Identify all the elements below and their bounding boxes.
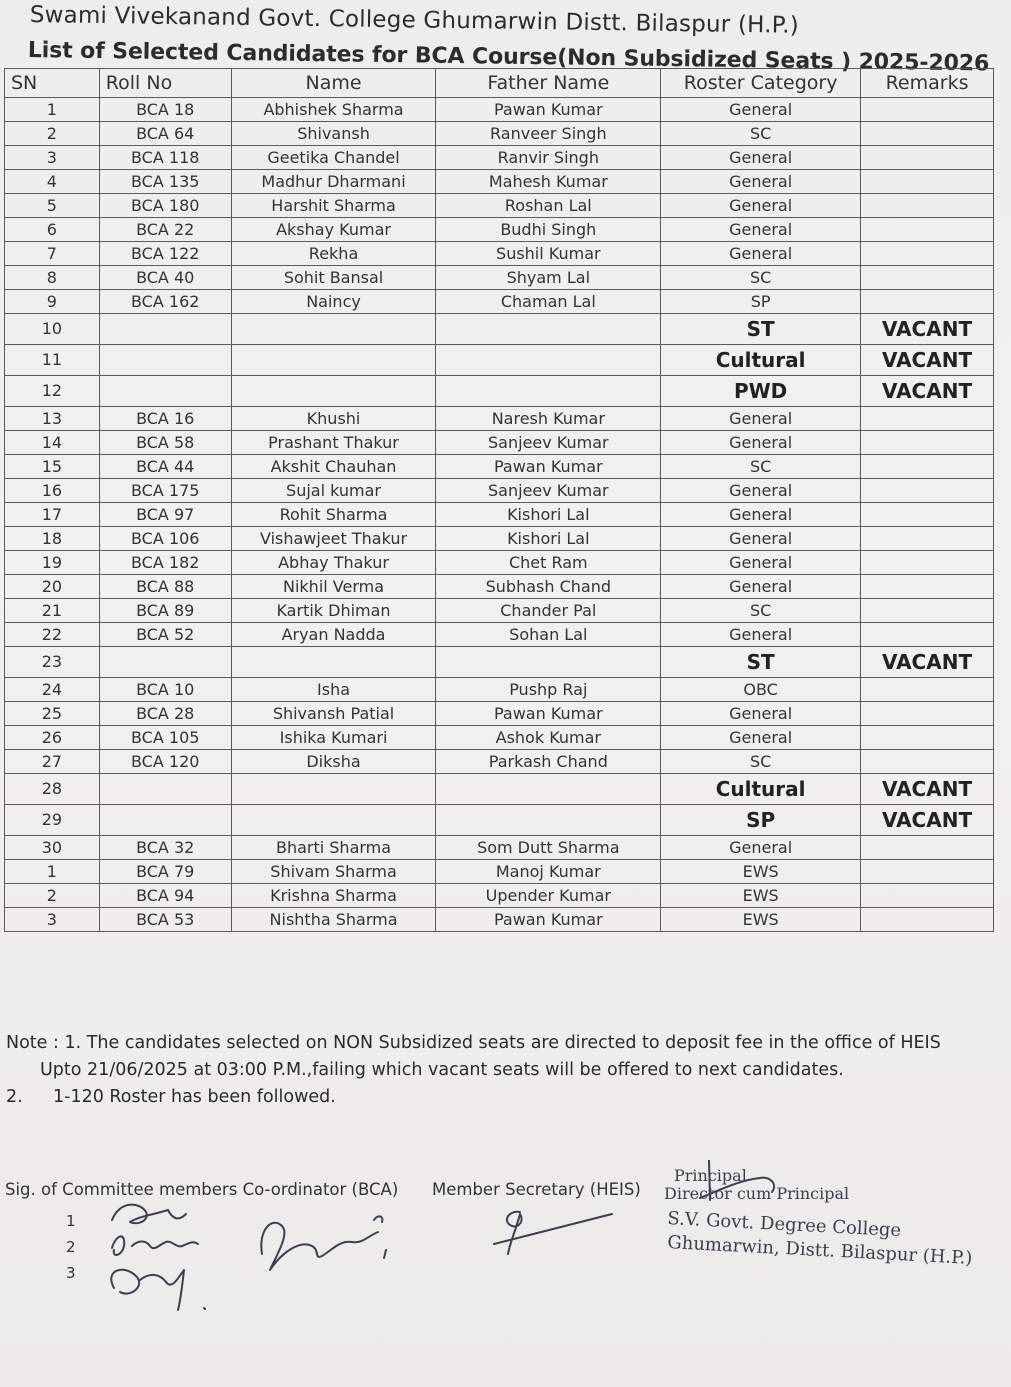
cell-remarks	[861, 266, 994, 290]
cell-remarks	[861, 218, 994, 242]
cell-father-name: Mahesh Kumar	[436, 170, 661, 194]
cell-sn: 1	[5, 98, 100, 122]
cell-father-name: Chaman Lal	[436, 290, 661, 314]
table-row	[5, 314, 994, 345]
table-row	[5, 407, 994, 431]
cell-sn: 19	[5, 551, 100, 575]
cell-roster-category: SC	[661, 266, 861, 290]
cell-roll-no: BCA 52	[99, 623, 231, 647]
cell-name: Shivam Sharma	[231, 860, 436, 884]
cell-father-name: Som Dutt Sharma	[436, 836, 661, 860]
cell-sn: 13	[5, 407, 100, 431]
cell-remarks: VACANT	[861, 376, 994, 407]
cell-remarks	[861, 623, 994, 647]
table-row	[5, 805, 994, 836]
cell-name: Shivansh	[231, 122, 436, 146]
table-row	[5, 908, 994, 932]
college-title: Swami Vivekanand Govt. College Ghumarwin Distt. Bilaspur (H.P.)	[29, 2, 800, 39]
cell-remarks	[861, 860, 994, 884]
cell-name: Madhur Dharmani	[231, 170, 436, 194]
cell-roster-category: General	[661, 407, 861, 431]
note-1: Note : 1. The candidates selected on NON Subsidized seats are directed to deposit fee in the office of HEIS	[6, 1033, 941, 1053]
cell-roll-no: BCA 18	[99, 98, 231, 122]
cell-remarks	[861, 527, 994, 551]
cell-roster-category: General	[661, 623, 861, 647]
table-row	[5, 575, 994, 599]
cell-roster-category: General	[661, 702, 861, 726]
cell-father-name: Kishori Lal	[436, 527, 661, 551]
cell-remarks	[861, 455, 994, 479]
cell-roll-no: BCA 53	[99, 908, 231, 932]
cell-father-name: Pushp Raj	[436, 678, 661, 702]
cell-remarks	[861, 479, 994, 503]
cell-father-name: Shyam Lal	[436, 266, 661, 290]
cell-sn: 6	[5, 218, 100, 242]
member-number: 1	[66, 1212, 76, 1230]
table-row	[5, 218, 994, 242]
member-number: 3	[66, 1264, 76, 1282]
signature-member-3	[111, 1270, 205, 1310]
cell-father-name: Sanjeev Kumar	[436, 431, 661, 455]
cell-remarks	[861, 678, 994, 702]
cell-roll-no: BCA 162	[99, 290, 231, 314]
cell-father-name: Upender Kumar	[436, 884, 661, 908]
cell-sn: 21	[5, 599, 100, 623]
cell-name: Isha	[231, 678, 436, 702]
cell-roster-category: PWD	[661, 376, 861, 407]
cell-roll-no: BCA 58	[99, 431, 231, 455]
cell-roster-category: General	[661, 503, 861, 527]
signature-coordinator	[261, 1216, 386, 1270]
cell-sn: 30	[5, 836, 100, 860]
table-row	[5, 479, 994, 503]
cell-sn: 5	[5, 194, 100, 218]
cell-remarks: VACANT	[861, 774, 994, 805]
cell-father-name: Pawan Kumar	[436, 908, 661, 932]
cell-name: Sohit Bansal	[231, 266, 436, 290]
cell-roll-no: BCA 40	[99, 266, 231, 290]
cell-name: Harshit Sharma	[231, 194, 436, 218]
table-row	[5, 503, 994, 527]
table-row	[5, 702, 994, 726]
cell-sn: 7	[5, 242, 100, 266]
header-roll-no: Roll No	[99, 69, 231, 98]
member-number: 2	[66, 1238, 76, 1256]
cell-roster-category: General	[661, 146, 861, 170]
cell-father-name: Ashok Kumar	[436, 726, 661, 750]
cell-remarks	[861, 122, 994, 146]
cell-remarks	[861, 194, 994, 218]
cell-father-name: Kishori Lal	[436, 503, 661, 527]
cell-roster-category: EWS	[661, 860, 861, 884]
cell-sn: 10	[5, 314, 100, 345]
cell-remarks	[861, 290, 994, 314]
cell-remarks	[861, 908, 994, 932]
notes-section	[6, 1030, 941, 1111]
cell-roster-category: ST	[661, 314, 861, 345]
cell-roster-category: General	[661, 836, 861, 860]
cell-name: Naincy	[231, 290, 436, 314]
table-row	[5, 345, 994, 376]
cell-remarks	[861, 750, 994, 774]
cell-sn: 2	[5, 122, 100, 146]
cell-roll-no: BCA 32	[99, 836, 231, 860]
cell-sn: 20	[5, 575, 100, 599]
cell-remarks: VACANT	[861, 805, 994, 836]
cell-sn: 2	[5, 884, 100, 908]
cell-name: Diksha	[231, 750, 436, 774]
header-roster-category: Roster Category	[661, 69, 861, 98]
signature-member-1	[112, 1205, 186, 1224]
cell-name: Aryan Nadda	[231, 623, 436, 647]
note-2-number: 2.	[6, 1087, 23, 1107]
table-row	[5, 146, 994, 170]
cell-roll-no	[99, 314, 231, 345]
table-row	[5, 431, 994, 455]
stamp-line: Principal	[674, 1166, 747, 1185]
table-row	[5, 623, 994, 647]
cell-father-name	[436, 647, 661, 678]
cell-father-name: Chander Pal	[436, 599, 661, 623]
cell-name: Bharti Sharma	[231, 836, 436, 860]
table-header-row	[5, 69, 994, 98]
cell-roster-category: OBC	[661, 678, 861, 702]
cell-father-name: Naresh Kumar	[436, 407, 661, 431]
cell-sn: 27	[5, 750, 100, 774]
cell-father-name	[436, 376, 661, 407]
cell-father-name	[436, 345, 661, 376]
cell-name	[231, 376, 436, 407]
table-row	[5, 290, 994, 314]
cell-name: Prashant Thakur	[231, 431, 436, 455]
cell-sn: 1	[5, 860, 100, 884]
cell-name: Abhay Thakur	[231, 551, 436, 575]
cell-roll-no: BCA 88	[99, 575, 231, 599]
committee-members-label: Sig. of Committee members	[5, 1180, 238, 1199]
signature-block	[0, 1160, 1011, 1387]
cell-remarks	[861, 242, 994, 266]
cell-roster-category: Cultural	[661, 345, 861, 376]
cell-roster-category: General	[661, 726, 861, 750]
cell-roll-no	[99, 376, 231, 407]
header-remarks: Remarks	[861, 69, 994, 98]
cell-name	[231, 314, 436, 345]
cell-roster-category: ST	[661, 647, 861, 678]
cell-name: Vishawjeet Thakur	[231, 527, 436, 551]
signature-member-2	[112, 1236, 198, 1254]
cell-roster-category: General	[661, 551, 861, 575]
cell-roll-no	[99, 805, 231, 836]
cell-roll-no: BCA 97	[99, 503, 231, 527]
cell-roll-no: BCA 94	[99, 884, 231, 908]
header-name: Name	[231, 69, 436, 98]
cell-roster-category: EWS	[661, 908, 861, 932]
candidates-table	[4, 68, 994, 932]
table-row	[5, 774, 994, 805]
cell-sn: 18	[5, 527, 100, 551]
cell-roster-category: SC	[661, 122, 861, 146]
cell-sn: 23	[5, 647, 100, 678]
table-row	[5, 884, 994, 908]
table-row	[5, 551, 994, 575]
cell-roster-category: General	[661, 527, 861, 551]
cell-father-name: Ranvir Singh	[436, 146, 661, 170]
cell-name: Rekha	[231, 242, 436, 266]
cell-father-name: Sanjeev Kumar	[436, 479, 661, 503]
cell-roll-no: BCA 106	[99, 527, 231, 551]
cell-father-name: Pawan Kumar	[436, 455, 661, 479]
cell-roll-no	[99, 647, 231, 678]
cell-father-name: Parkash Chand	[436, 750, 661, 774]
cell-remarks	[861, 551, 994, 575]
cell-name: Krishna Sharma	[231, 884, 436, 908]
cell-father-name	[436, 805, 661, 836]
cell-sn: 26	[5, 726, 100, 750]
cell-remarks: VACANT	[861, 647, 994, 678]
cell-roll-no: BCA 105	[99, 726, 231, 750]
cell-roll-no: BCA 122	[99, 242, 231, 266]
header-father-name: Father Name	[436, 69, 661, 98]
cell-name: Kartik Dhiman	[231, 599, 436, 623]
cell-remarks	[861, 884, 994, 908]
table-row	[5, 376, 994, 407]
cell-name: Ishika Kumari	[231, 726, 436, 750]
cell-remarks	[861, 702, 994, 726]
cell-roster-category: SC	[661, 599, 861, 623]
cell-roll-no: BCA 182	[99, 551, 231, 575]
cell-roll-no	[99, 774, 231, 805]
cell-roll-no: BCA 118	[99, 146, 231, 170]
cell-father-name: Pawan Kumar	[436, 702, 661, 726]
cell-name	[231, 774, 436, 805]
cell-father-name	[436, 314, 661, 345]
cell-sn: 8	[5, 266, 100, 290]
cell-name	[231, 647, 436, 678]
list-subtitle: List of Selected Candidates for BCA Course(Non Subsidized Seats ) 2025-2026	[27, 38, 990, 77]
cell-roll-no: BCA 89	[99, 599, 231, 623]
cell-name: Rohit Sharma	[231, 503, 436, 527]
cell-name	[231, 805, 436, 836]
coordinator-label: Co-ordinator (BCA)	[242, 1180, 399, 1199]
cell-father-name: Ranveer Singh	[436, 122, 661, 146]
cell-roster-category: General	[661, 194, 861, 218]
cell-remarks	[861, 503, 994, 527]
cell-remarks	[861, 146, 994, 170]
cell-name: Geetika Chandel	[231, 146, 436, 170]
cell-roster-category: Cultural	[661, 774, 861, 805]
cell-roll-no: BCA 28	[99, 702, 231, 726]
cell-name: Khushi	[231, 407, 436, 431]
cell-roll-no: BCA 64	[99, 122, 231, 146]
cell-remarks: VACANT	[861, 345, 994, 376]
cell-roster-category: General	[661, 242, 861, 266]
cell-name: Abhishek Sharma	[231, 98, 436, 122]
cell-remarks	[861, 599, 994, 623]
signature-member-secretary	[494, 1212, 612, 1254]
cell-sn: 22	[5, 623, 100, 647]
cell-sn: 28	[5, 774, 100, 805]
cell-father-name: Subhash Chand	[436, 575, 661, 599]
table-row	[5, 242, 994, 266]
cell-roster-category: General	[661, 98, 861, 122]
cell-roll-no: BCA 22	[99, 218, 231, 242]
cell-father-name: Chet Ram	[436, 551, 661, 575]
cell-roster-category: SC	[661, 455, 861, 479]
table-row	[5, 599, 994, 623]
cell-remarks: VACANT	[861, 314, 994, 345]
cell-father-name: Budhi Singh	[436, 218, 661, 242]
table-row	[5, 455, 994, 479]
cell-father-name: Sohan Lal	[436, 623, 661, 647]
cell-father-name	[436, 774, 661, 805]
cell-remarks	[861, 170, 994, 194]
cell-roster-category: EWS	[661, 884, 861, 908]
cell-name: Akshay Kumar	[231, 218, 436, 242]
cell-roll-no: BCA 120	[99, 750, 231, 774]
cell-name: Nishtha Sharma	[231, 908, 436, 932]
table-row	[5, 726, 994, 750]
cell-roll-no: BCA 79	[99, 860, 231, 884]
cell-roll-no: BCA 180	[99, 194, 231, 218]
cell-name: Nikhil Verma	[231, 575, 436, 599]
note-2	[6, 1084, 941, 1111]
table-row	[5, 194, 994, 218]
cell-sn: 14	[5, 431, 100, 455]
cell-father-name: Sushil Kumar	[436, 242, 661, 266]
table-row	[5, 678, 994, 702]
cell-sn: 12	[5, 376, 100, 407]
handwritten-signatures	[0, 1160, 1011, 1387]
cell-roll-no: BCA 44	[99, 455, 231, 479]
signature-principal	[700, 1160, 774, 1200]
table-row	[5, 98, 994, 122]
cell-sn: 3	[5, 908, 100, 932]
table-row	[5, 170, 994, 194]
cell-roll-no: BCA 175	[99, 479, 231, 503]
cell-father-name: Roshan Lal	[436, 194, 661, 218]
table-row	[5, 836, 994, 860]
cell-roster-category: General	[661, 431, 861, 455]
cell-sn: 11	[5, 345, 100, 376]
cell-roster-category: General	[661, 479, 861, 503]
cell-sn: 29	[5, 805, 100, 836]
table-row	[5, 266, 994, 290]
cell-roll-no: BCA 10	[99, 678, 231, 702]
table-row	[5, 527, 994, 551]
table-row	[5, 122, 994, 146]
cell-name: Akshit Chauhan	[231, 455, 436, 479]
cell-remarks	[861, 407, 994, 431]
cell-sn: 24	[5, 678, 100, 702]
cell-remarks	[861, 726, 994, 750]
cell-name: Shivansh Patial	[231, 702, 436, 726]
table-row	[5, 647, 994, 678]
table-row	[5, 860, 994, 884]
cell-roll-no	[99, 345, 231, 376]
cell-sn: 9	[5, 290, 100, 314]
cell-roster-category: SP	[661, 805, 861, 836]
member-secretary-label: Member Secretary (HEIS)	[432, 1180, 641, 1199]
cell-sn: 16	[5, 479, 100, 503]
note-1-continued: Upto 21/06/2025 at 03:00 P.M.,failing which vacant seats will be offered to next candidates.	[40, 1060, 844, 1080]
cell-roster-category: SC	[661, 750, 861, 774]
table-row	[5, 750, 994, 774]
cell-remarks	[861, 836, 994, 860]
cell-name	[231, 345, 436, 376]
stamp-line: Ghumarwin, Distt. Bilaspur (H.P.)	[666, 1232, 973, 1269]
cell-roll-no: BCA 135	[99, 170, 231, 194]
cell-name: Sujal kumar	[231, 479, 436, 503]
cell-sn: 25	[5, 702, 100, 726]
stamp-line: Director cum Principal	[664, 1184, 850, 1203]
note-2-text: 1-120 Roster has been followed.	[53, 1087, 336, 1107]
cell-roll-no: BCA 16	[99, 407, 231, 431]
cell-father-name: Manoj Kumar	[436, 860, 661, 884]
cell-sn: 3	[5, 146, 100, 170]
header-sn: SN	[5, 69, 100, 98]
stamp-line: S.V. Govt. Degree College	[666, 1208, 902, 1242]
cell-roster-category: General	[661, 218, 861, 242]
cell-roster-category: SP	[661, 290, 861, 314]
cell-remarks	[861, 98, 994, 122]
cell-sn: 15	[5, 455, 100, 479]
cell-father-name: Pawan Kumar	[436, 98, 661, 122]
cell-sn: 4	[5, 170, 100, 194]
cell-remarks	[861, 575, 994, 599]
cell-roster-category: General	[661, 170, 861, 194]
cell-sn: 17	[5, 503, 100, 527]
cell-remarks	[861, 431, 994, 455]
cell-roster-category: General	[661, 575, 861, 599]
